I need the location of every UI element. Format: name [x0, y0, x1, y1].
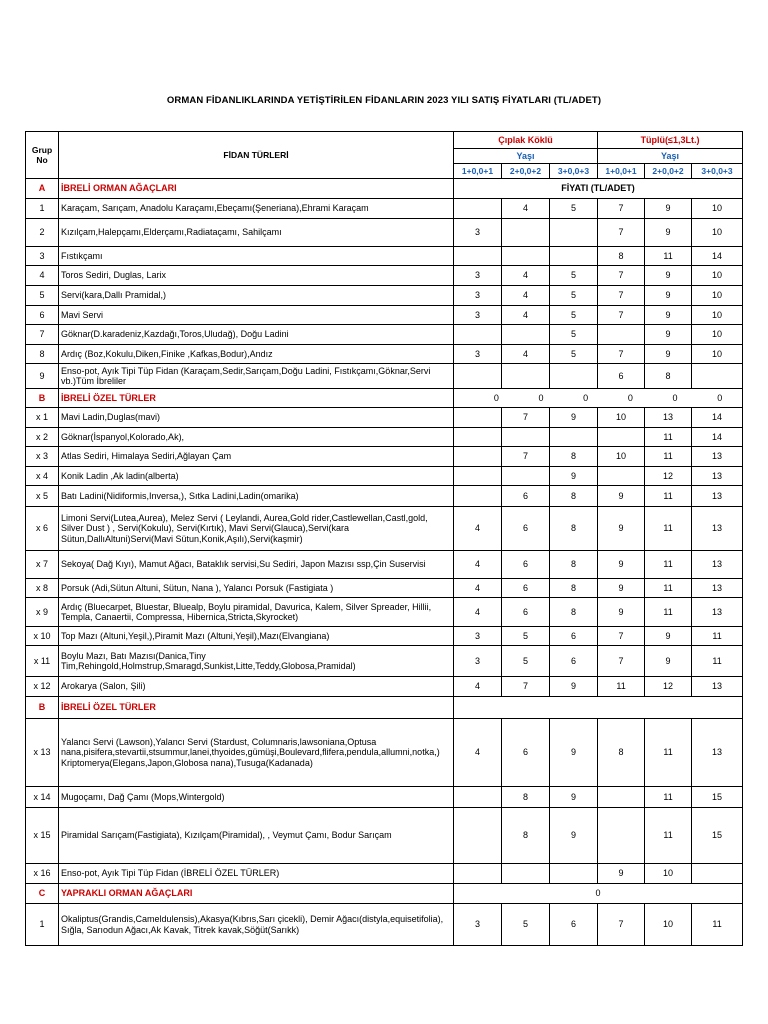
- price-cell: 10: [692, 345, 743, 364]
- price-cell: 4: [502, 199, 550, 219]
- price-cell: 10: [692, 266, 743, 286]
- price-cell: 9: [550, 787, 598, 808]
- age-header: 2+0,0+2: [645, 164, 692, 179]
- group-no: x 9: [26, 598, 59, 627]
- group-no: x 8: [26, 579, 59, 598]
- price-cell: 6: [598, 364, 645, 389]
- price-cell: 13: [692, 507, 743, 551]
- price-cell: 7: [598, 286, 645, 306]
- ciplak-koklu-header: Çıplak Köklü: [454, 132, 598, 149]
- price-cell: 13: [692, 551, 743, 579]
- group-no: 7: [26, 325, 59, 345]
- section-name: İBRELİ ÖZEL TÜRLER: [59, 697, 454, 719]
- table-row: [26, 808, 743, 864]
- price-cell: [454, 486, 502, 507]
- price-cell: 9: [550, 808, 598, 864]
- table-row: [26, 247, 743, 266]
- price-cell: 5: [550, 286, 598, 306]
- price-cell: [454, 808, 502, 864]
- price-cell: 7: [598, 345, 645, 364]
- price-cell: 7: [502, 447, 550, 467]
- price-cell: 11: [598, 677, 645, 697]
- species-name: Atlas Sediri, Himalaya Sediri,Ağlayan Çam: [59, 447, 454, 467]
- species-name: Yalancı Servi (Lawson),Yalancı Servi (Stardust, Columnaris,lawsoniana,Optusa nana,pisifera,stevartii,stsummur,lanei,thyoides,gümüşi,Boulevard,flifera,pendula,allumni,notka,) Kriptomerya(Elegans,Japon,Globosa nana),Tusuga(Kadanada): [59, 719, 454, 787]
- group-no: 3: [26, 247, 59, 266]
- page-title: ORMAN FİDANLIKLARINDA YETİŞTİRİLEN FİDANLARIN 2023 YILI SATIŞ FİYATLARI (TL/ADET): [166, 95, 602, 106]
- fidan-turleri-header: FİDAN TÜRLERİ: [59, 132, 454, 179]
- price-cell: 11: [645, 551, 692, 579]
- price-cell: [502, 219, 550, 247]
- price-cell: 6: [502, 598, 550, 627]
- price-cell: [692, 364, 743, 389]
- table-row: [26, 627, 743, 646]
- zero-value: 0: [493, 392, 499, 403]
- table-row: [26, 467, 743, 486]
- price-cell: 9: [598, 598, 645, 627]
- price-cell: 12: [645, 677, 692, 697]
- species-name: Ardıç (Boz,Kokulu,Diken,Finike ,Kafkas,Bodur),Andız: [59, 345, 454, 364]
- price-cell: 4: [502, 306, 550, 325]
- price-cell: 4: [454, 677, 502, 697]
- price-cell: 4: [502, 266, 550, 286]
- price-cell: 9: [598, 579, 645, 598]
- table-row: [26, 677, 743, 697]
- price-cell: 5: [550, 325, 598, 345]
- price-cell: [454, 864, 502, 884]
- price-cell: 3: [454, 345, 502, 364]
- price-cell: [502, 325, 550, 345]
- table-row: [26, 787, 743, 808]
- age-header: 1+0,0+1: [454, 164, 502, 179]
- species-name: Göknar(İspanyol,Kolorado,Ak),: [59, 428, 454, 447]
- price-cell: 7: [598, 627, 645, 646]
- price-cell: 8: [550, 507, 598, 551]
- empty-cell: [454, 697, 743, 719]
- section-name: YAPRAKLI ORMAN AĞAÇLARI: [59, 884, 454, 904]
- group-no: 8: [26, 345, 59, 364]
- section-code: C: [26, 884, 59, 904]
- table-row: [26, 507, 743, 551]
- table-row: [26, 325, 743, 345]
- price-cell: 6: [550, 627, 598, 646]
- price-cell: 13: [692, 447, 743, 467]
- price-cell: 9: [598, 507, 645, 551]
- price-cell: 4: [502, 286, 550, 306]
- price-cell: 8: [550, 579, 598, 598]
- species-name: Mavi Ladin,Duglas(mavi): [59, 408, 454, 428]
- price-cell: 9: [598, 486, 645, 507]
- price-cell: 9: [645, 306, 692, 325]
- group-no: 5: [26, 286, 59, 306]
- zero-value: 0: [538, 392, 544, 403]
- species-name: Enso-pot, Ayık Tipi Tüp Fidan (İBRELİ ÖZEL TÜRLER): [59, 864, 454, 884]
- species-name: Okaliptus(Grandis,Cameldulensis),Akasya(Kıbrıs,Sarı çicekli), Demir Ağacı(distyla,equisetifolia), Sığla, Sarıodun Ağacı,Ak Kavak, Titrek kavak,Söğüt(Sarıkk): [59, 904, 454, 946]
- price-cell: [598, 787, 645, 808]
- table-row: [26, 719, 743, 787]
- grup-no-header: Grup No: [26, 132, 59, 179]
- yasi-header-tuplu: Yaşı: [598, 149, 743, 164]
- price-cell: 5: [550, 306, 598, 325]
- price-cell: 3: [454, 219, 502, 247]
- price-cell: [550, 219, 598, 247]
- price-cell: 4: [454, 598, 502, 627]
- price-cell: 14: [692, 247, 743, 266]
- price-cell: 13: [692, 677, 743, 697]
- table-row: [26, 428, 743, 447]
- price-cell: 9: [645, 627, 692, 646]
- table-row: [26, 199, 743, 219]
- price-cell: 7: [598, 219, 645, 247]
- section-code: A: [26, 179, 59, 199]
- price-cell: 10: [645, 864, 692, 884]
- section-code: B: [26, 389, 59, 408]
- tuplu-header: Tüplü(≤1,3Lt.): [598, 132, 743, 149]
- price-cell: 10: [598, 447, 645, 467]
- price-cell: [454, 199, 502, 219]
- table-row: [26, 579, 743, 598]
- group-no: x 1: [26, 408, 59, 428]
- zero-value: 0: [717, 392, 723, 403]
- group-no: x 15: [26, 808, 59, 864]
- section-code: B: [26, 697, 59, 719]
- group-no: x 4: [26, 467, 59, 486]
- price-cell: 11: [645, 486, 692, 507]
- price-cell: [454, 325, 502, 345]
- section-name: İBRELİ ORMAN AĞAÇLARI: [59, 179, 454, 199]
- price-cell: 10: [692, 306, 743, 325]
- price-cell: [454, 428, 502, 447]
- group-no: x 3: [26, 447, 59, 467]
- table-row: [26, 486, 743, 507]
- price-cell: 9: [645, 345, 692, 364]
- species-name: Top Mazı (Altuni,Yeşil,),Piramit Mazı (Altuni,Yeşil),Mazı(Elvangiana): [59, 627, 454, 646]
- price-table: [25, 131, 743, 946]
- price-cell: [454, 467, 502, 486]
- price-cell: 10: [645, 904, 692, 946]
- species-name: Ardıç (Bluecarpet, Bluestar, Bluealp, Boylu piramidal, Davurica, Kalem, Silver Spreader, Hillii, Templa, Canaertii, Compressa, Hibernica,Stricta,Skyrocket): [59, 598, 454, 627]
- price-cell: 7: [598, 266, 645, 286]
- price-cell: 9: [645, 286, 692, 306]
- price-cell: [550, 247, 598, 266]
- price-cell: 11: [645, 247, 692, 266]
- age-header: 2+0,0+2: [502, 164, 550, 179]
- price-cell: 7: [502, 677, 550, 697]
- price-cell: 11: [692, 646, 743, 677]
- group-no: x 7: [26, 551, 59, 579]
- zero-value: 0: [583, 392, 589, 403]
- price-cell: 10: [692, 199, 743, 219]
- price-cell: [502, 428, 550, 447]
- table-row: [26, 364, 743, 389]
- price-cell: 10: [598, 408, 645, 428]
- price-cell: [454, 408, 502, 428]
- price-cell: 11: [645, 808, 692, 864]
- species-name: Sekoya( Dağ Kıyı), Mamut Ağacı, Bataklık servisi,Su Sediri, Japon Mazısı ssp,Çin Suservisi: [59, 551, 454, 579]
- price-cell: 14: [692, 408, 743, 428]
- price-cell: 13: [692, 486, 743, 507]
- table-row: [26, 447, 743, 467]
- species-name: Fıstıkçamı: [59, 247, 454, 266]
- species-name: Porsuk (Adi,Sütun Altuni, Sütun, Nana ), Yalancı Porsuk (Fastigiata ): [59, 579, 454, 598]
- price-cell: 5: [502, 904, 550, 946]
- group-no: x 2: [26, 428, 59, 447]
- price-cell: [692, 864, 743, 884]
- species-name: Servi(kara,Dallı Pramidal,): [59, 286, 454, 306]
- price-cell: 13: [692, 579, 743, 598]
- group-no: x 16: [26, 864, 59, 884]
- price-cell: 5: [502, 627, 550, 646]
- price-cell: 8: [645, 364, 692, 389]
- price-cell: 13: [692, 598, 743, 627]
- table-row: [26, 408, 743, 428]
- age-header: 3+0,0+3: [550, 164, 598, 179]
- header-row-1: [26, 132, 743, 149]
- species-name: Toros Sediri, Duglas, Larix: [59, 266, 454, 286]
- price-cell: 3: [454, 646, 502, 677]
- table-row: [26, 904, 743, 946]
- price-cell: 7: [598, 199, 645, 219]
- price-cell: 9: [598, 551, 645, 579]
- group-no: 2: [26, 219, 59, 247]
- group-no: 1: [26, 904, 59, 946]
- price-cell: 12: [645, 467, 692, 486]
- price-cell: 5: [550, 199, 598, 219]
- species-name: Limoni Servi(Lutea,Aurea), Melez Servi ( Leylandi, Aurea,Gold rider,Castlewellan,Castl,gold, Silver Dust ) , Servi(Kokulu), Servi(Kırtık), Mavi Servi(Glauca),Servi(kara Sütun,DallıAltuni)Servi(Mavi Sütun,Konik,Aşılı),Servi(kaşmir): [59, 507, 454, 551]
- price-cell: 9: [645, 646, 692, 677]
- price-cell: [598, 467, 645, 486]
- table-row: [26, 646, 743, 677]
- group-no: x 10: [26, 627, 59, 646]
- group-no: x 12: [26, 677, 59, 697]
- price-cell: [598, 428, 645, 447]
- table-row: [26, 551, 743, 579]
- price-cell: 7: [502, 408, 550, 428]
- price-cell: [550, 864, 598, 884]
- price-cell: 8: [550, 486, 598, 507]
- group-no: 1: [26, 199, 59, 219]
- group-no: 9: [26, 364, 59, 389]
- price-cell: 11: [645, 719, 692, 787]
- price-cell: 9: [550, 677, 598, 697]
- price-cell: 9: [598, 864, 645, 884]
- price-cell: 11: [692, 627, 743, 646]
- zero-value: 0: [454, 884, 743, 904]
- table-row: [26, 286, 743, 306]
- table-row: [26, 864, 743, 884]
- species-name: Boylu Mazı, Batı Mazısı(Danica,Tiny Tim,Rehingold,Holmstrup,Smaragd,Sunkist,Litte,Teddy,Globosa,Pramidal): [59, 646, 454, 677]
- price-cell: 11: [645, 579, 692, 598]
- table-row: [26, 306, 743, 325]
- price-cell: 11: [645, 507, 692, 551]
- price-cell: 11: [645, 428, 692, 447]
- price-cell: 9: [550, 719, 598, 787]
- price-cell: 9: [645, 325, 692, 345]
- price-cell: 11: [645, 447, 692, 467]
- price-cell: 6: [502, 507, 550, 551]
- species-name: Enso-pot, Ayık Tipi Tüp Fidan (Karaçam,Sedir,Sarıçam,Doğu Ladini, Fıstıkçamı,Göknar,Servi vb.)Tüm İbreliler: [59, 364, 454, 389]
- price-cell: 8: [598, 719, 645, 787]
- species-name: Göknar(D.karadeniz,Kazdağı,Toros,Uludağ), Doğu Ladini: [59, 325, 454, 345]
- price-cell: 7: [598, 646, 645, 677]
- group-no: 6: [26, 306, 59, 325]
- price-cell: 4: [454, 719, 502, 787]
- price-cell: [550, 364, 598, 389]
- age-header: 1+0,0+1: [598, 164, 645, 179]
- species-name: Mavi Servi: [59, 306, 454, 325]
- group-no: 4: [26, 266, 59, 286]
- species-name: Piramidal Sarıçam(Fastigiata), Kızılçam(Piramidal), , Veymut Çamı, Bodur Sarıçam: [59, 808, 454, 864]
- section-row-a: [26, 179, 743, 199]
- price-cell: 13: [692, 467, 743, 486]
- section-row-b: [26, 389, 743, 408]
- price-cell: 11: [692, 904, 743, 946]
- price-cell: 5: [550, 345, 598, 364]
- price-unit-note: FİYATI (TL/ADET): [454, 179, 743, 199]
- price-cell: 9: [550, 408, 598, 428]
- price-cell: 15: [692, 787, 743, 808]
- price-cell: 8: [550, 551, 598, 579]
- section-row-b2: [26, 697, 743, 719]
- yasi-header-ciplak: Yaşı: [454, 149, 598, 164]
- price-cell: [502, 467, 550, 486]
- price-cell: 14: [692, 428, 743, 447]
- price-cell: [598, 808, 645, 864]
- price-cell: 8: [502, 787, 550, 808]
- price-cell: [454, 787, 502, 808]
- price-cell: 4: [454, 507, 502, 551]
- price-cell: [454, 447, 502, 467]
- price-cell: [598, 325, 645, 345]
- zero-value: 0: [627, 392, 633, 403]
- price-cell: 9: [550, 467, 598, 486]
- price-cell: 8: [502, 808, 550, 864]
- price-cell: 6: [502, 579, 550, 598]
- price-cell: [502, 364, 550, 389]
- price-cell: 15: [692, 808, 743, 864]
- price-cell: 10: [692, 219, 743, 247]
- group-no: x 14: [26, 787, 59, 808]
- age-header: 3+0,0+3: [692, 164, 743, 179]
- price-cell: 3: [454, 904, 502, 946]
- price-cell: 6: [502, 551, 550, 579]
- table-row: [26, 266, 743, 286]
- price-cell: 5: [550, 266, 598, 286]
- zero-values-cell: [454, 389, 743, 408]
- price-cell: 3: [454, 286, 502, 306]
- group-no: x 13: [26, 719, 59, 787]
- species-name: Arokarya (Salon, Şili): [59, 677, 454, 697]
- price-cell: 9: [645, 219, 692, 247]
- price-cell: 9: [645, 199, 692, 219]
- section-row-c: [26, 884, 743, 904]
- price-cell: 11: [645, 787, 692, 808]
- price-cell: 13: [645, 408, 692, 428]
- price-cell: 5: [502, 646, 550, 677]
- table-row: [26, 598, 743, 627]
- price-cell: 6: [550, 904, 598, 946]
- species-name: Kızılçam,Halepçamı,Elderçamı,Radiataçamı, Sahilçamı: [59, 219, 454, 247]
- price-cell: 8: [550, 598, 598, 627]
- price-cell: 13: [692, 719, 743, 787]
- price-cell: [454, 364, 502, 389]
- price-cell: [502, 864, 550, 884]
- price-cell: 9: [645, 266, 692, 286]
- price-cell: [550, 428, 598, 447]
- price-cell: 7: [598, 904, 645, 946]
- price-cell: 6: [502, 719, 550, 787]
- price-cell: 10: [692, 325, 743, 345]
- price-cell: 4: [454, 551, 502, 579]
- price-cell: 3: [454, 306, 502, 325]
- price-cell: 6: [550, 646, 598, 677]
- price-cell: [502, 247, 550, 266]
- species-name: Mugoçamı, Dağ Çamı (Mops,Wintergold): [59, 787, 454, 808]
- group-no: x 6: [26, 507, 59, 551]
- zero-value: 0: [672, 392, 678, 403]
- section-name: İBRELİ ÖZEL TÜRLER: [59, 389, 454, 408]
- table-row: [26, 345, 743, 364]
- price-cell: 10: [692, 286, 743, 306]
- price-cell: [454, 247, 502, 266]
- species-name: Batı Ladini(Nidiformis,Inversa,), Sıtka Ladini,Ladin(omarika): [59, 486, 454, 507]
- species-name: Konik Ladin ,Ak ladin(alberta): [59, 467, 454, 486]
- species-name: Karaçam, Sarıçam, Anadolu Karaçamı,Ebeçamı(Şeneriana),Ehrami Karaçam: [59, 199, 454, 219]
- group-no: x 5: [26, 486, 59, 507]
- price-cell: 11: [645, 598, 692, 627]
- price-cell: 3: [454, 266, 502, 286]
- price-cell: 3: [454, 627, 502, 646]
- price-cell: 4: [454, 579, 502, 598]
- table-row: [26, 219, 743, 247]
- group-no: x 11: [26, 646, 59, 677]
- price-cell: 4: [502, 345, 550, 364]
- price-cell: 8: [550, 447, 598, 467]
- price-cell: 8: [598, 247, 645, 266]
- price-cell: 7: [598, 306, 645, 325]
- price-cell: 6: [502, 486, 550, 507]
